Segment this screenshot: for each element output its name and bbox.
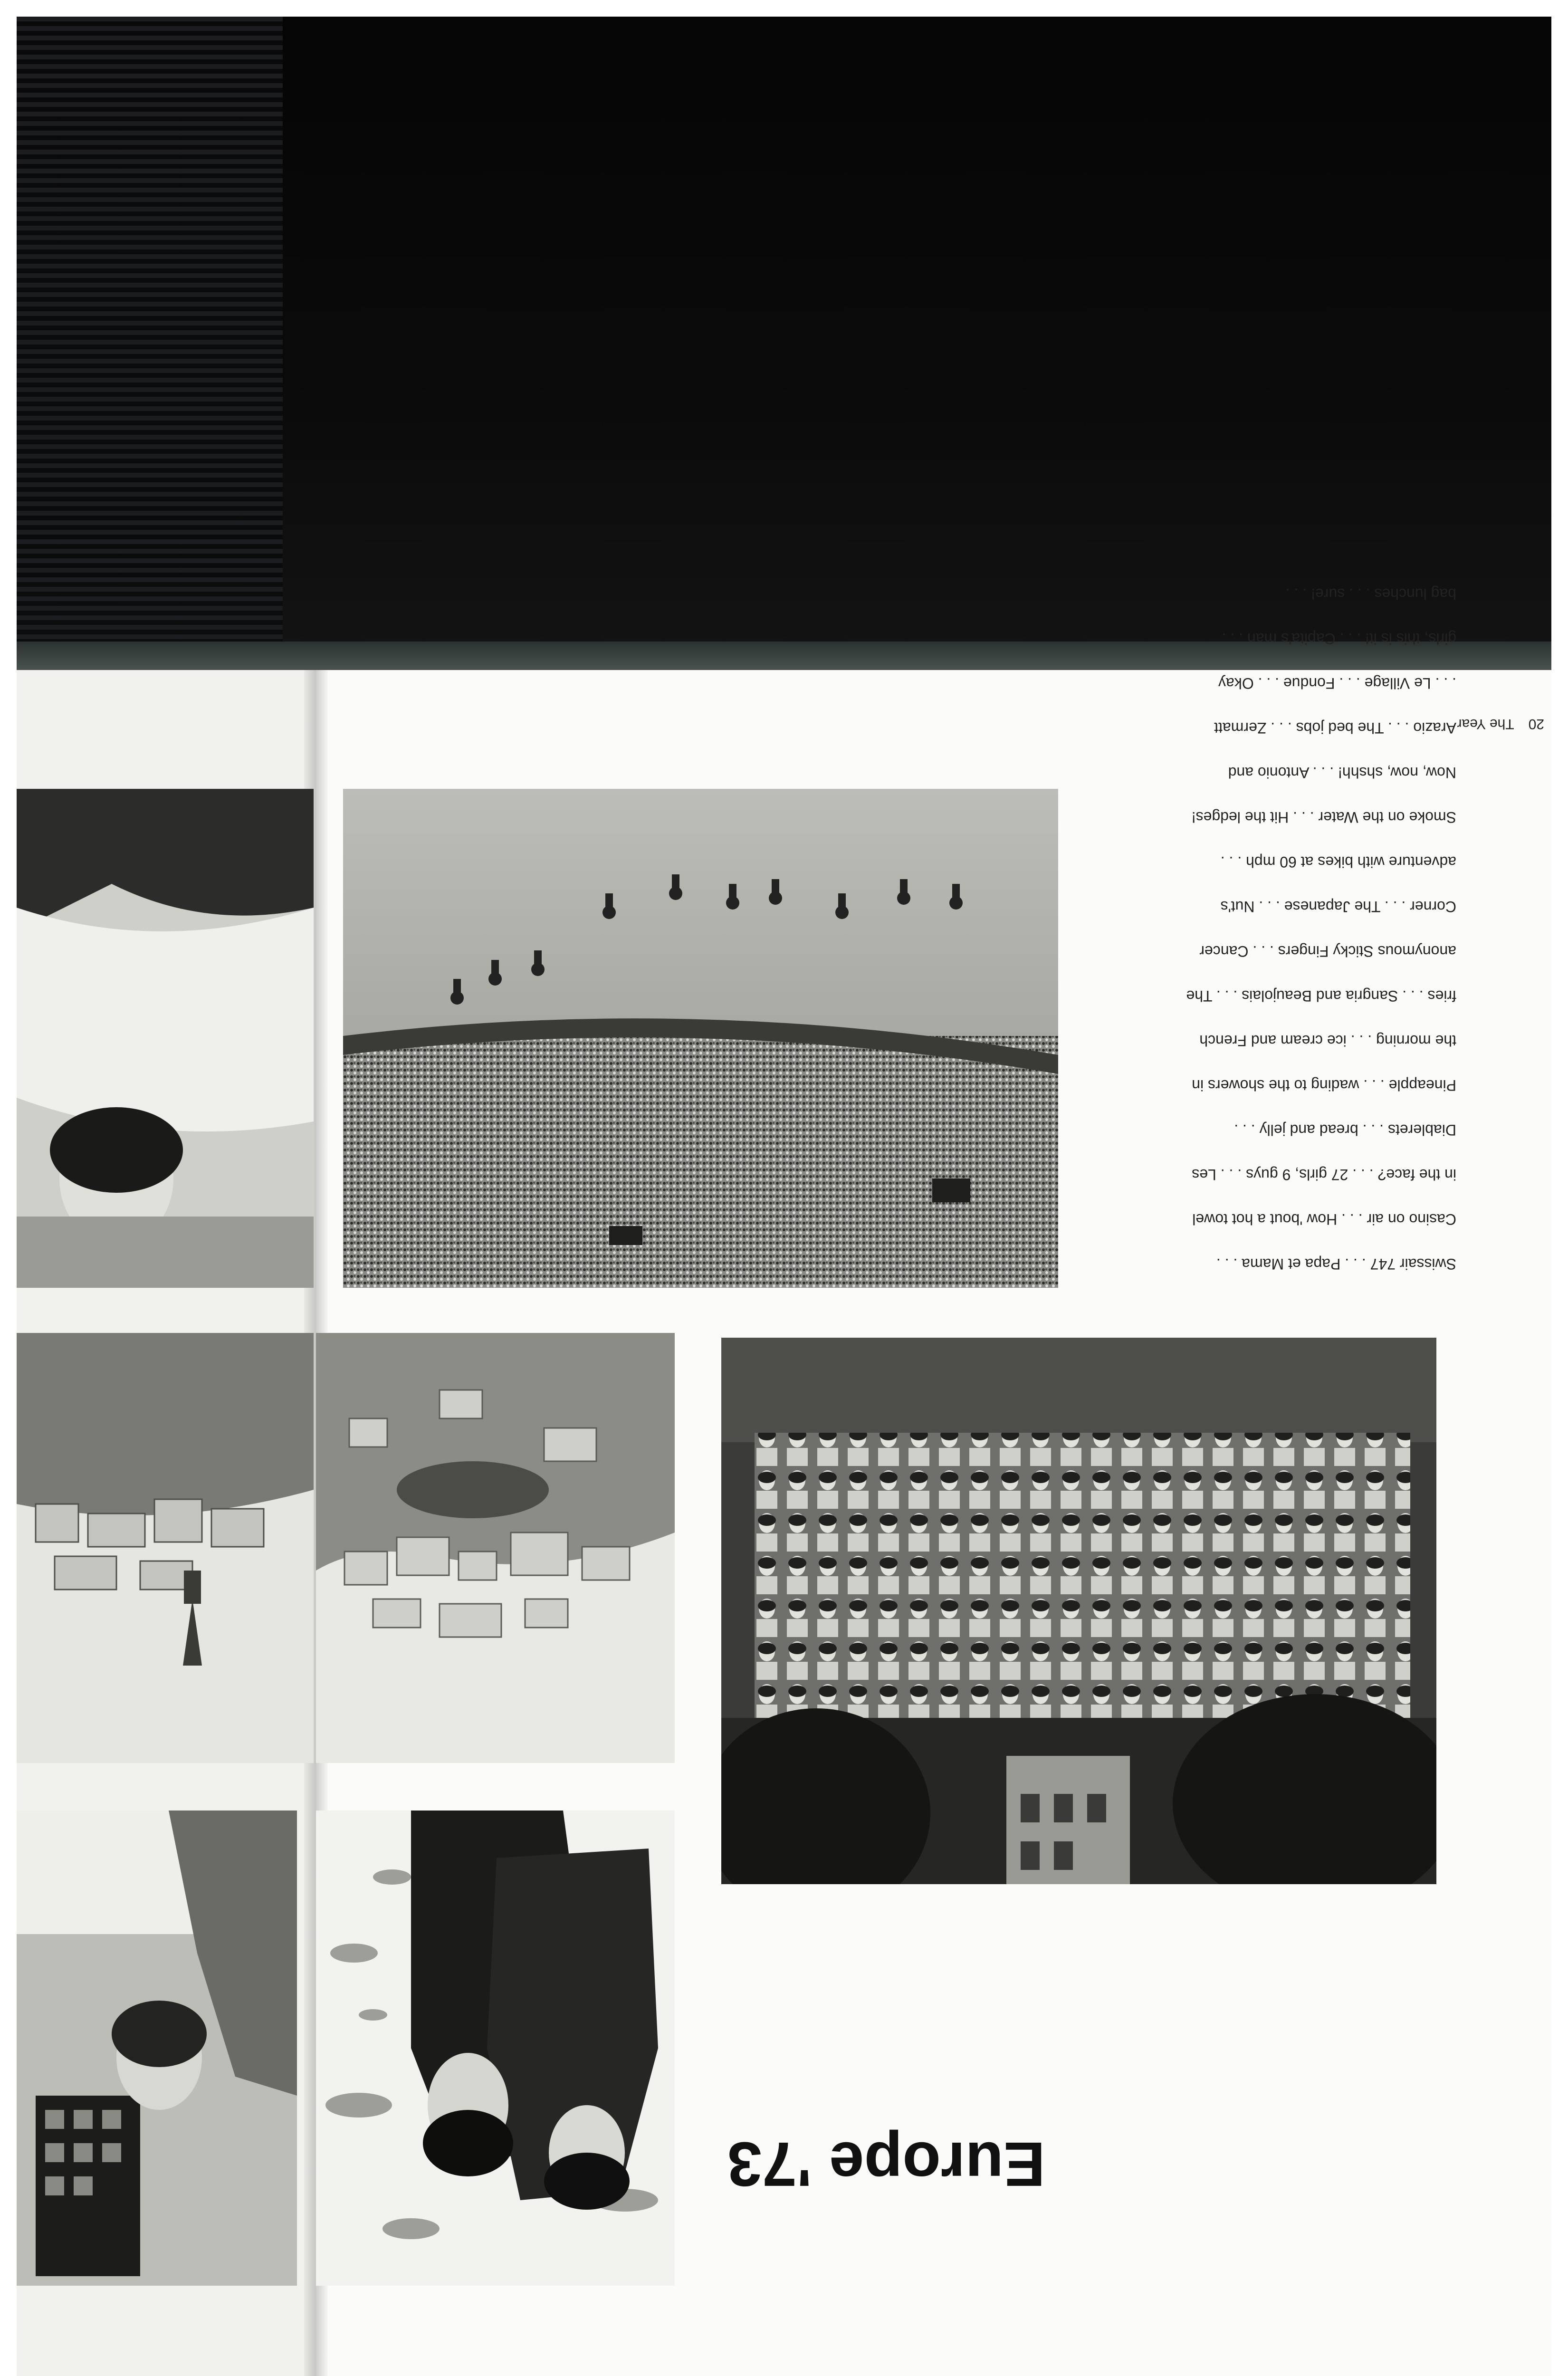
cover-texture [17,17,283,677]
caption-line: the morning . . . ice cream and French [1199,1032,1456,1049]
caption-line: Now, now, shshh! . . . Antonio and [1228,764,1456,781]
caption-line: fries . . . Sangria and Beaujolais . . . The [1186,987,1456,1005]
left-page-portrait-photo [17,789,314,1288]
two-students-photo [316,1811,675,2286]
left-page-interior-photo [17,1811,297,2286]
page-headline: Europe '73 [727,2129,1045,2199]
hillside-town-photo [316,1333,675,1763]
caption-line: Arazio . . . The bed jobs . . . Zermatt [1214,719,1456,737]
left-page-town-photo [17,1333,314,1763]
trip-caption [1086,585,1456,1297]
caption-line: Pineapple . . . wading to the showers in [1192,1077,1456,1094]
caption-line: Swissair 747 . . . Papa et Mama . . . [1216,1255,1456,1273]
section-title: The Year [1457,716,1514,732]
caption-line: in the face? . . . 27 girls, 9 guys . . . Les [1192,1166,1456,1183]
caption-line: bag lunches . . . sure! . . . [1285,585,1456,603]
page-number: 20 [1528,716,1544,732]
bullring-stadium-photo [343,789,1058,1288]
caption-line: adventure with bikes at 60 mph . . . [1220,853,1456,871]
caption-line: Smoke on the Water . . . Hit the ledges! [1191,809,1456,826]
caption-line: anonymous Sticky Fingers . . . Cancer [1199,943,1456,960]
caption-line: Corner . . . The Japanese . . . Nut's [1220,898,1456,915]
group-photo [721,1338,1436,1884]
caption-line: . . . Le Village . . . Fondue . . . Okay [1218,675,1456,692]
caption-line: Diablerets . . . bread and jelly . . . [1234,1121,1456,1139]
caption-line: girls, this is it! . . . Capita's man . . . [1222,630,1456,647]
caption-line: Casino on air . . . How 'bout a hot towel [1192,1211,1456,1228]
